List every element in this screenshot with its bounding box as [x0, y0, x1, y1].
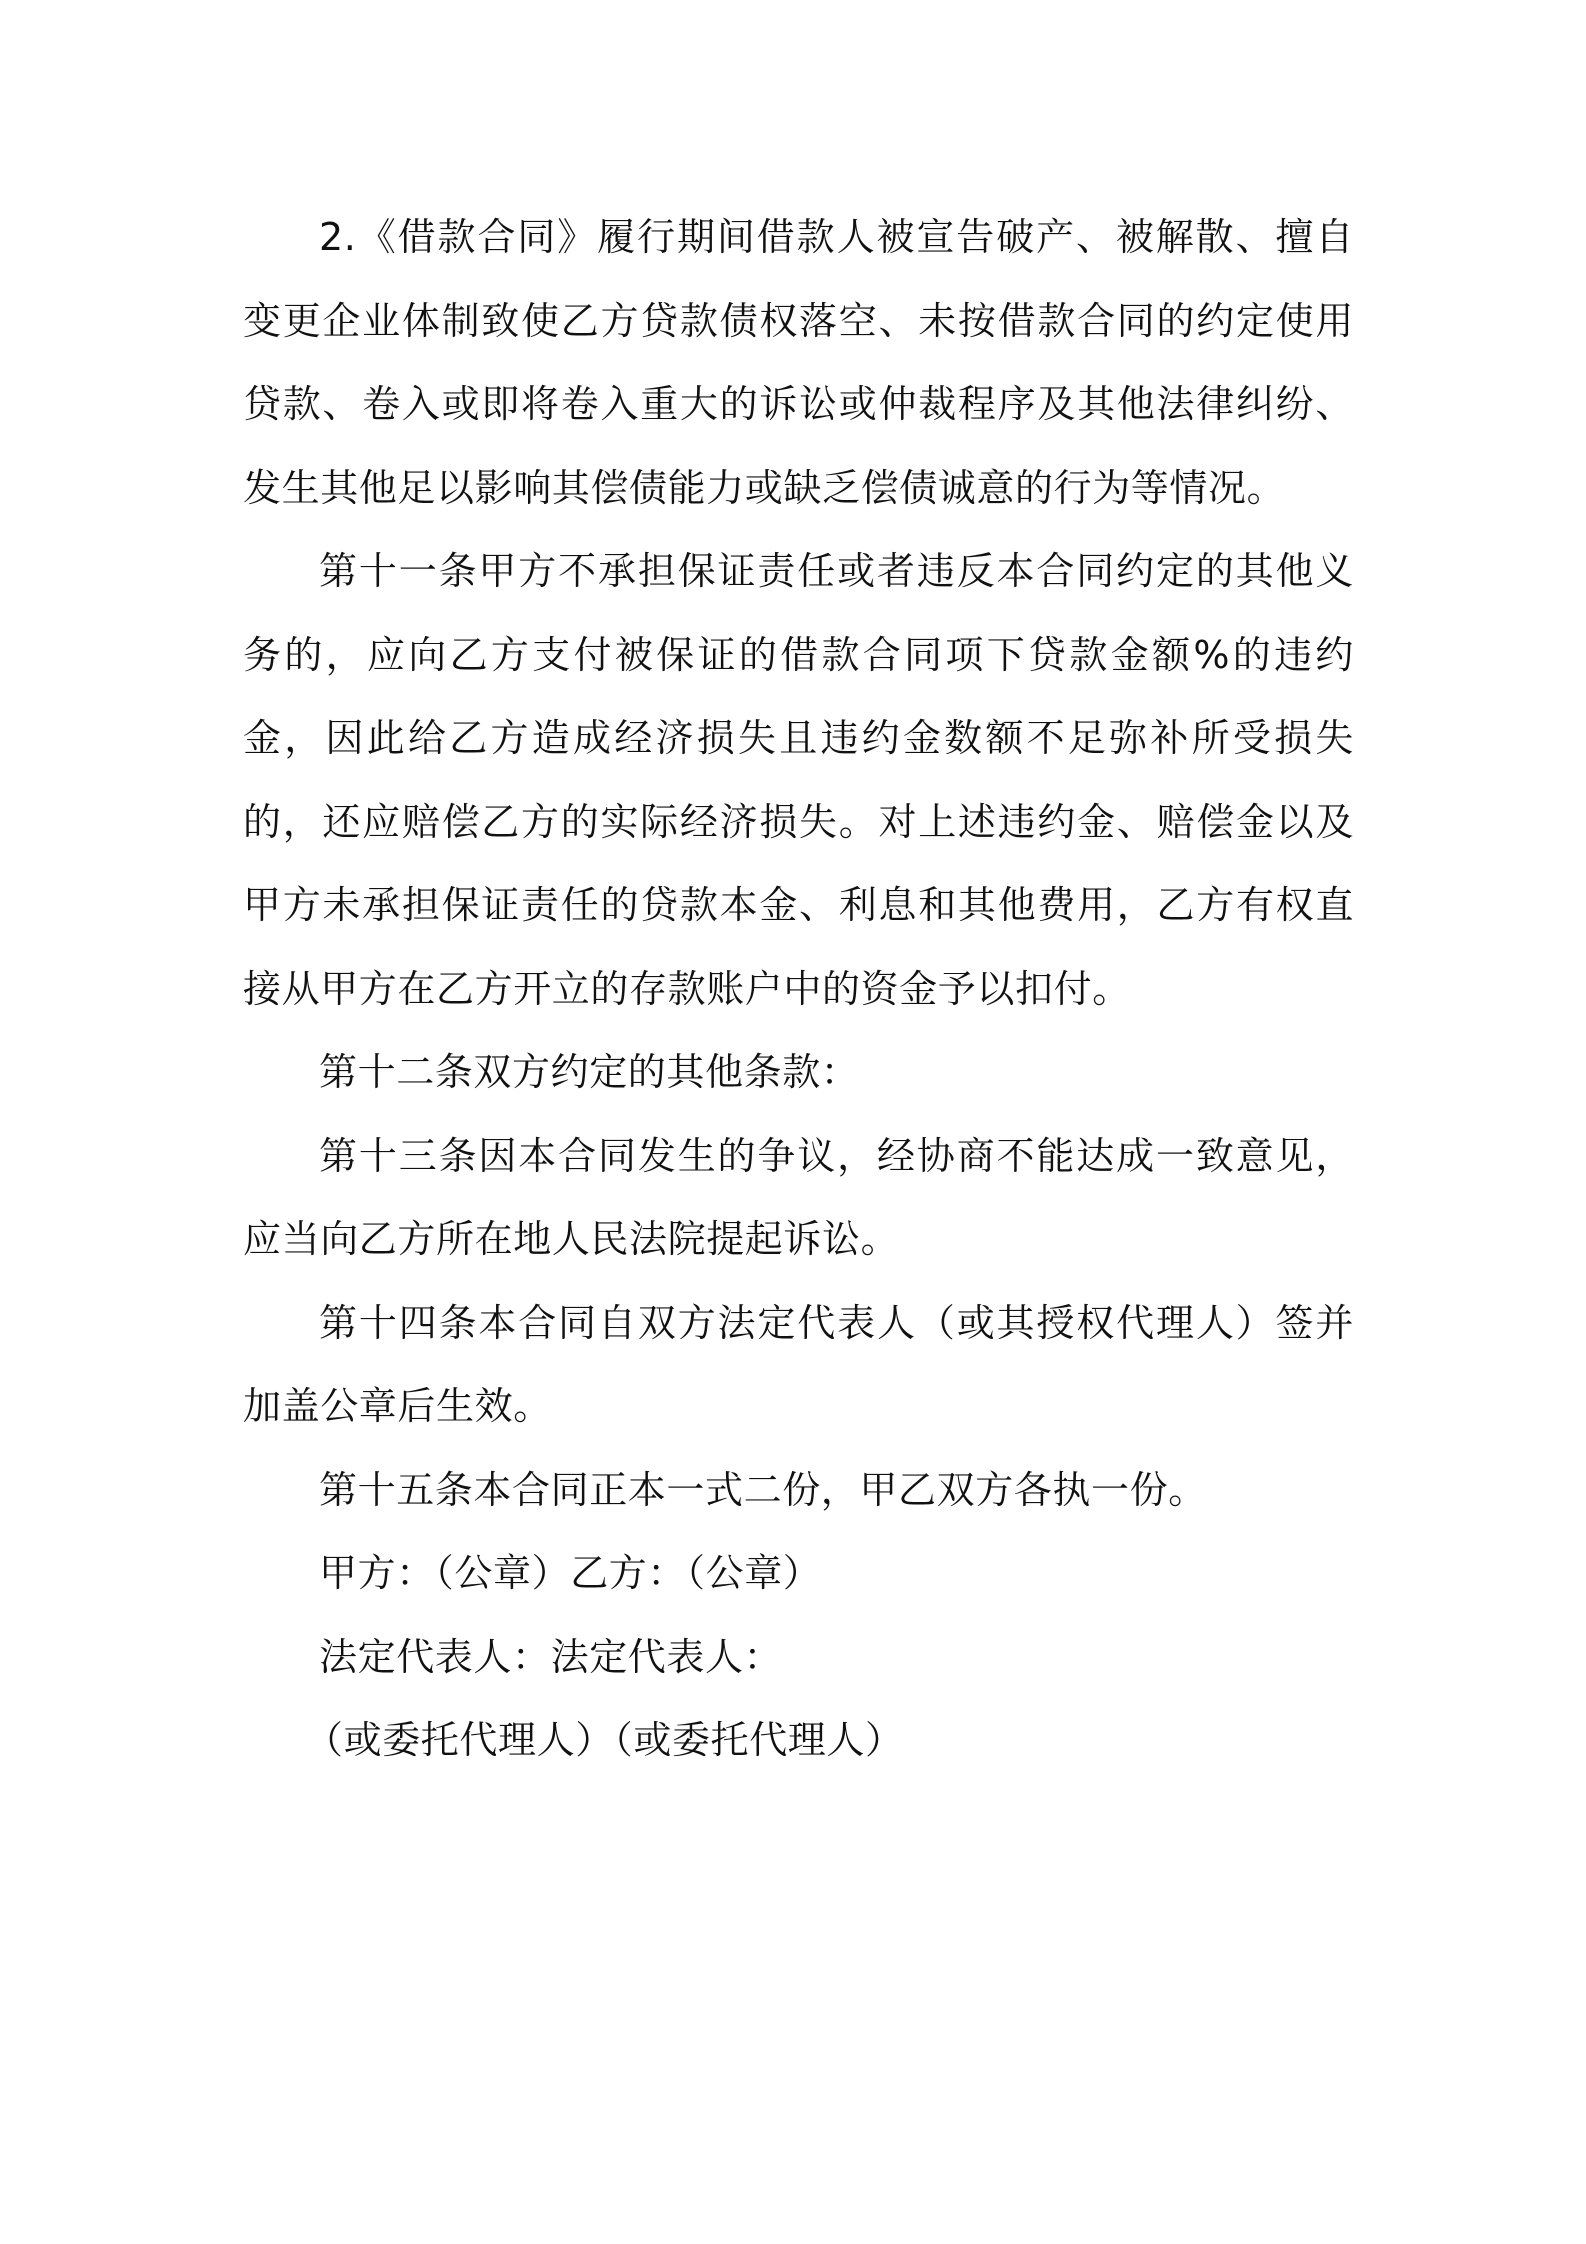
signature-representative-line: 法定代表人：法定代表人： — [319, 1634, 783, 1679]
clause-paragraph-article-13: 第十三条因本合同发生的争议，经协商不能达成一致意见，应当向乙方所在地人民法院提起诉讼。 — [243, 1133, 1354, 1261]
clause-paragraph-default-condition: 2.《借款合同》履行期间借款人被宣告破产、被解散、擅自变更企业体制致使乙方贷款债权落空、未按借款合同的约定使用贷款、卷入或即将卷入重大的诉讼或仲裁程序及其他法律纠纷、发生其他足以影响其偿债能力或缺乏偿债诚意的行为等情况。 — [243, 215, 1354, 510]
clause-paragraph-article-11: 第十一条甲方不承担保证责任或者违反本合同约定的其他义务的，应向乙方支付被保证的借款合同项下贷款金额%的违约金，因此给乙方造成经济损失且违约金数额不足弥补所受损失的，还应赔偿乙方的实际经济损失。对上述违约金、赔偿金以及甲方未承担保证责任的贷款本金、利息和其他费用，乙方有权直接从甲方在乙方开立的存款账户中的资金予以扣付。 — [243, 549, 1354, 1011]
clause-paragraph-article-12: 第十二条双方约定的其他条款： — [319, 1050, 860, 1094]
signature-seal-line: 甲方：（公章）乙方：（公章） — [319, 1551, 822, 1595]
signature-agent-line: （或委托代理人）（或委托代理人） — [305, 1718, 904, 1762]
clause-paragraph-article-15: 第十五条本合同正本一式二份，甲乙双方各执一份。 — [319, 1467, 1207, 1512]
document-body — [243, 196, 1354, 1783]
clause-paragraph-article-14: 第十四条本合同自双方法定代表人（或其授权代理人）签并加盖公章后生效。 — [243, 1300, 1354, 1428]
